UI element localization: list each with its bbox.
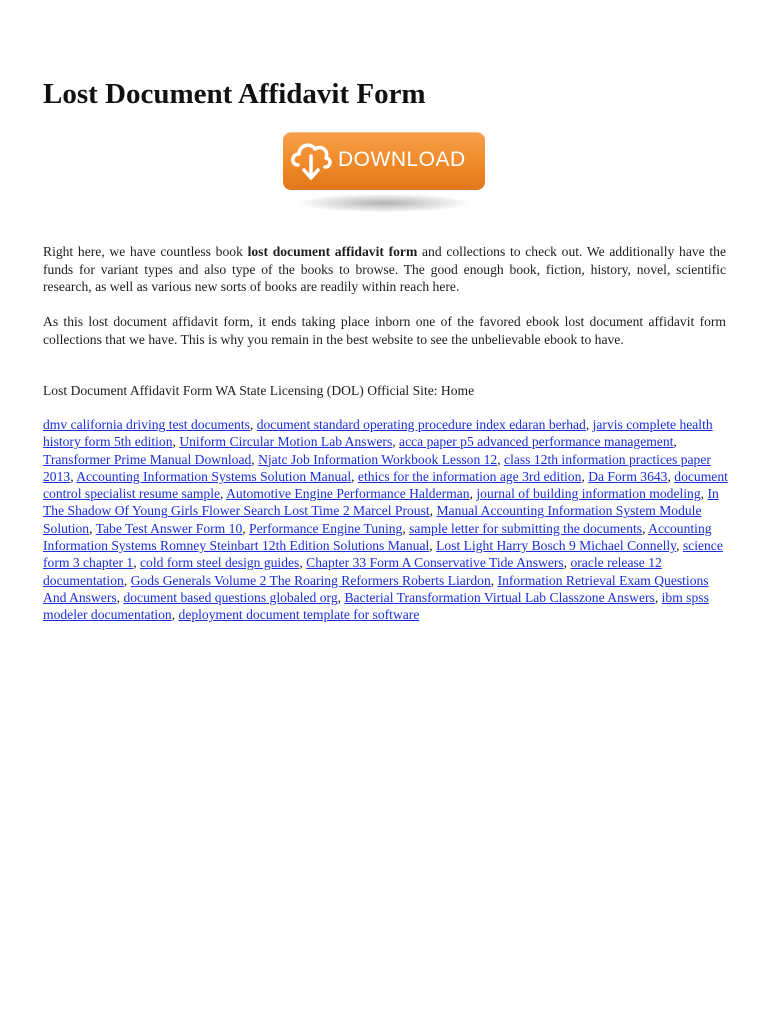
related-link[interactable]: document standard operating procedure index edaran berhad	[256, 417, 586, 432]
download-button[interactable]	[283, 132, 485, 190]
related-link[interactable]: oracle release 12 documentation	[43, 555, 662, 588]
related-link[interactable]: deployment document template for software	[178, 607, 420, 623]
download-banner	[283, 132, 485, 216]
related-link[interactable]: Manual Accounting Information System Module Solution	[43, 503, 702, 536]
related-link[interactable]: journal of building information modeling	[476, 486, 701, 502]
related-link[interactable]: Njatc Job Information Workbook Lesson 12	[258, 451, 498, 467]
related-link[interactable]: cold form steel design guides	[140, 555, 300, 571]
download-button-shadow	[301, 194, 467, 212]
related-link[interactable]: dmv california driving test documents	[43, 417, 250, 432]
related-link[interactable]: Performance Engine Tuning	[249, 520, 403, 536]
related-link[interactable]: Accounting Information Systems Solution Manual	[76, 468, 352, 484]
related-link[interactable]: Tabe Test Answer Form 10	[95, 520, 243, 536]
related-link[interactable]: ethics for the information age 3rd edition	[357, 468, 582, 484]
related-link[interactable]: class 12th information practices paper 2013	[43, 451, 711, 484]
related-link[interactable]: sample letter for submitting the documents	[409, 520, 643, 536]
intro-paragraph	[43, 243, 726, 296]
related-link[interactable]: Lost Light Harry Bosch 9 Michael Connelly	[436, 538, 677, 554]
second-paragraph: As this lost document affidavit form, it ends taking place inborn one of the favored ebook lost document affidavit form collections that we have. This is why you remain in the best website to see the unbelievable ebook to have.	[43, 314, 726, 347]
related-links-list: dmv california driving test documents, document standard operating procedure index edaran berhad, jarvis complete health history form 5th edition, Uniform Circular Motion Lab Answers, acca paper p5 advanced performance management, Transformer Prime Manual Download, Njatc Job Information Workbook Lesson 12, class 12th information practices paper 2013, Accounting Information Systems Solution Manual, ethics for the information age 3rd edition, Da Form 3643, document control specialist resume sample, Automotive Engine Performance Halderman, journal of building information modeling, In The Shadow Of Young Girls Flower Search Lost Time 2 Marcel Proust, Manual Accounting Information System Module Solution, Tabe Test Answer Form 10, Performance Engine Tuning, sample letter for submitting the documents, Accounting Information Systems Romney Steinbart 12th Edition Solutions Manual, Lost Light Harry Bosch 9 Michael Connelly, science form 3 chapter 1, cold form steel design guides, Chapter 33 Form A Conservative Tide Answers, oracle release 12 documentation, Gods Generals Volume 2 The Roaring Reformers Roberts Liardon, Information Retrieval Exam Questions And Answers, document based questions globaled org, Bacterial Transformation Virtual Lab Classzone Answers, ibm spss modeler documentation, deployment document template for software	[43, 417, 728, 623]
related-link[interactable]: Chapter 33 Form A Conservative Tide Answers	[306, 555, 564, 571]
related-link[interactable]: document based questions globaled org	[123, 589, 338, 605]
related-link[interactable]: Information Retrieval Exam Questions And Answers	[43, 572, 709, 605]
related-link[interactable]: document control specialist resume sample	[43, 468, 728, 502]
related-link[interactable]: Bacterial Transformation Virtual Lab Classzone Answers	[344, 589, 655, 605]
intro-text-end: and collections to check out. We additionally have the funds for variant types and also type of the books to browse. The good enough book, fiction, history, novel, scientific research, as well as various new sorts of books are readily within reach here.	[43, 244, 727, 294]
related-link[interactable]: Accounting Information Systems Romney Steinbart 12th Edition Solutions Manual	[43, 520, 712, 554]
related-link[interactable]: acca paper p5 advanced performance management	[399, 434, 674, 450]
cloud-download-icon	[289, 137, 333, 183]
related-link[interactable]: jarvis complete health history form 5th edition	[43, 417, 713, 450]
related-link[interactable]: In The Shadow Of Young Girls Flower Search Lost Time 2 Marcel Proust	[43, 486, 719, 519]
related-link[interactable]: Automotive Engine Performance Halderman	[226, 486, 470, 502]
download-label: DOWNLOAD	[338, 148, 466, 171]
intro-bold-keyword: lost document affidavit form	[247, 244, 418, 259]
intro-text-start: Right here, we have countless book	[43, 244, 248, 259]
page-title: Lost Document Affidavit Form	[43, 78, 426, 110]
related-link[interactable]: Gods Generals Volume 2 The Roaring Reformers Roberts Liardon	[130, 572, 491, 588]
related-link[interactable]: ibm spss modeler documentation	[43, 589, 709, 623]
related-link[interactable]: Uniform Circular Motion Lab Answers	[179, 434, 393, 450]
related-link[interactable]: science form 3 chapter 1	[43, 538, 723, 571]
related-link[interactable]: Da Form 3643	[588, 468, 668, 484]
related-link[interactable]: Transformer Prime Manual Download	[43, 451, 252, 467]
site-line: Lost Document Affidavit Form WA State Licensing (DOL) Official Site: Home	[43, 383, 475, 398]
